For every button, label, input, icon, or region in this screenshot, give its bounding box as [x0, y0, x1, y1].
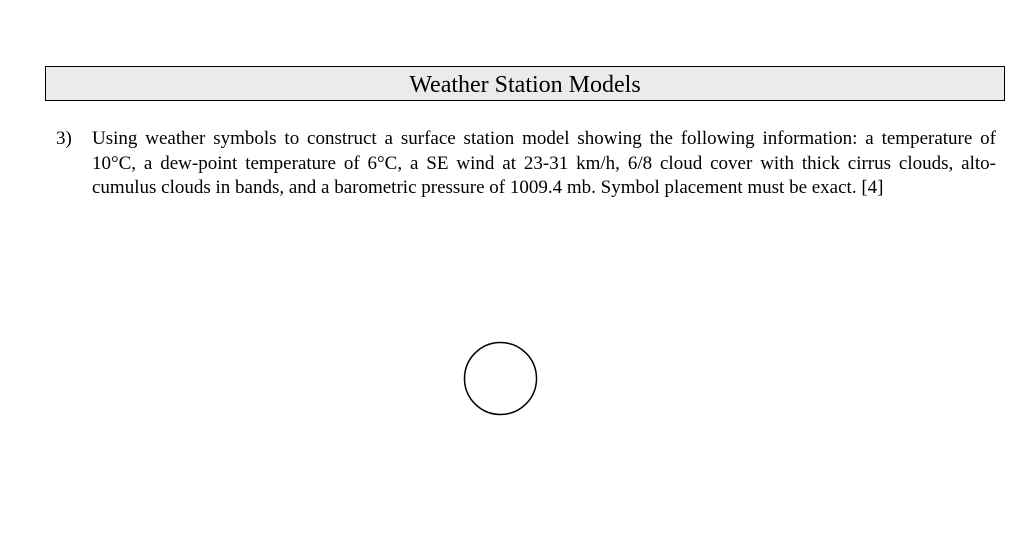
- question-number: 3): [56, 128, 72, 149]
- question-text: Using weather symbols to construct a surface station model showing the following information: a temperature of 10°C, a dew-point temperature of 6°C, a SE wind at 23-31 km/h, 6/8 cloud cover with thick cirrus clouds, alto-cumulus clouds in bands, and a barometric pressure of 1009.4 mb. Symbol placement must be exact. [4]: [92, 128, 996, 198]
- station-circle-icon: [463, 341, 538, 416]
- station-circle-outline: [465, 343, 537, 415]
- section-title-box: [45, 66, 1005, 101]
- question-block: [56, 127, 996, 201]
- page-title: Weather Station Models: [409, 71, 641, 98]
